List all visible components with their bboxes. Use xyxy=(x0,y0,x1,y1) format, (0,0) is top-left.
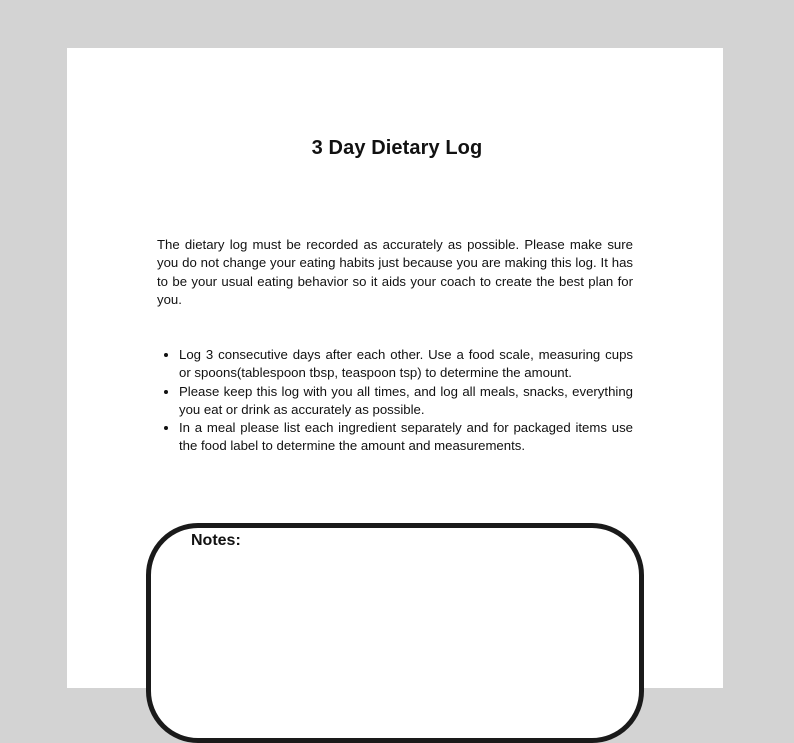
page-title: 3 Day Dietary Log xyxy=(311,137,483,159)
instruction-list xyxy=(157,346,633,456)
intro-paragraph: The dietary log must be recorded as accurately as possible. Please make sure you do not change your eating habits just because you are making this log. It has to be your usual eating behavior so it aids your coach to create the best plan for you. xyxy=(157,237,633,307)
notes-box[interactable] xyxy=(146,523,644,743)
list-item: • Log 3 consecutive days after each other. Use a food scale, measuring cups or spoons(tablespoon tbsp, teaspoon tsp) to determine the amount. xyxy=(179,346,633,383)
notes-label: Notes: xyxy=(191,532,241,549)
list-item: • In a meal please list each ingredient separately and for packaged items use the food label to determine the amount and measurements. xyxy=(179,419,633,456)
list-item: • Please keep this log with you all times, and log all meals, snacks, everything you eat or drink as accurately as possible. xyxy=(179,383,633,420)
